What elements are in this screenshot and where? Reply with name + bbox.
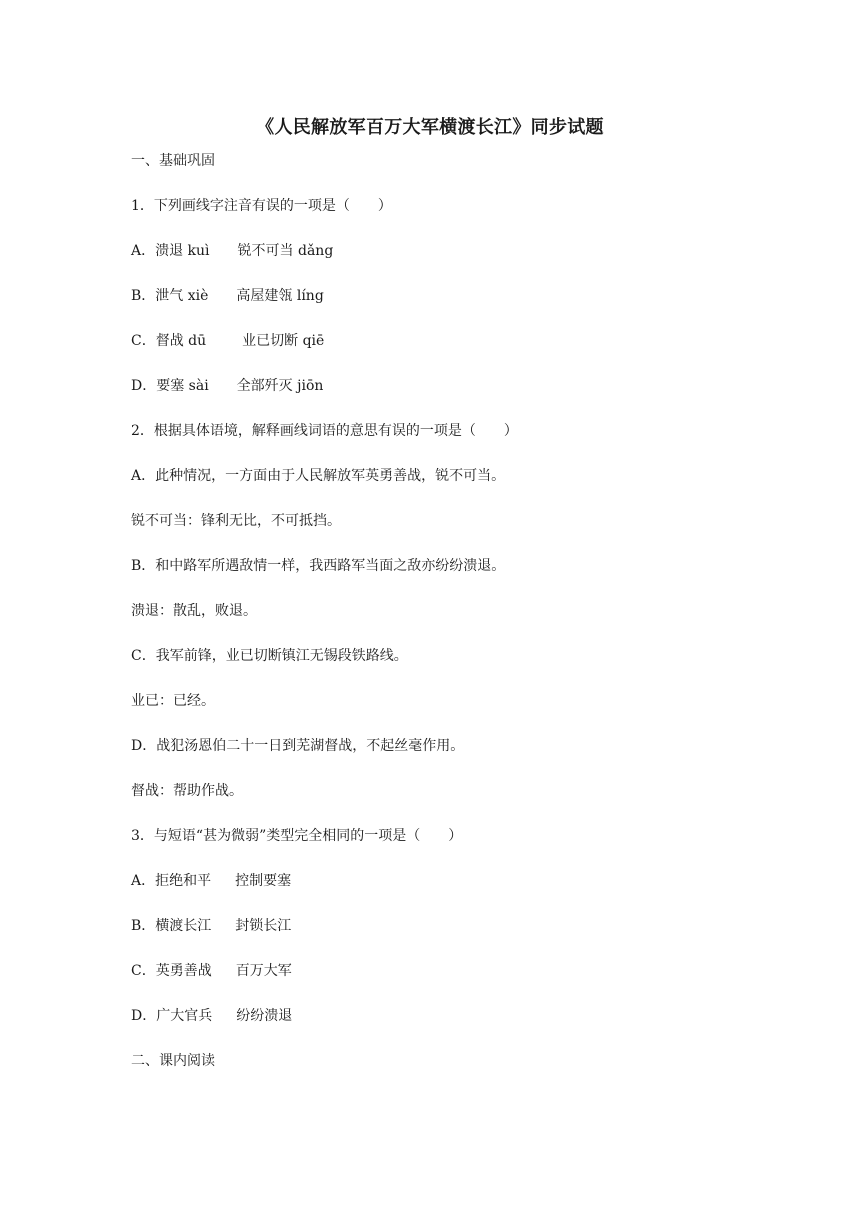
question-1-option-c <box>131 332 324 350</box>
question-2-definition-a: 锐不可当：锋利无比，不可抵挡。 <box>131 513 341 529</box>
question-3-option-b <box>131 917 291 935</box>
option-a-part-1: A．溃退 kuì <box>131 243 210 259</box>
question-2-definition-c: 业已：已经。 <box>131 693 215 709</box>
question-2-definition-d: 督战：帮助作战。 <box>131 783 243 799</box>
option-d-part-2: 全部歼灭 jiōn <box>236 378 324 394</box>
option-d-phrase-2: 纷纷溃退 <box>236 1008 293 1024</box>
option-b-part-1: B．泄气 xiè <box>131 288 209 304</box>
option-d-part-1: D．要塞 sài <box>131 378 209 394</box>
question-2-stem: 2．根据具体语境，解释画线词语的意思有误的一项是（ ） <box>131 423 518 439</box>
question-1-option-a <box>131 242 333 260</box>
question-1-option-b <box>131 287 324 305</box>
option-a-part-2: 锐不可当 dǎng <box>237 243 334 259</box>
question-2-option-a: A．此种情况，一方面由于人民解放军英勇善战，锐不可当。 <box>131 468 506 484</box>
question-3-stem: 3．与短语“甚为微弱”类型完全相同的一项是（ ） <box>131 828 463 844</box>
option-b-part-2: 高屋建瓴 líng <box>236 288 324 304</box>
option-b-phrase-1: B．横渡长江 <box>131 918 212 934</box>
question-1-stem: 1．下列画线字注音有误的一项是（ ） <box>131 198 392 214</box>
option-b-phrase-2: 封锁长江 <box>235 918 292 934</box>
question-1-option-d <box>131 377 323 395</box>
document-title: 《人民解放军百万大军横渡长江》同步试题 <box>256 117 604 138</box>
question-2-option-c: C．我军前锋，业已切断镇江无锡段铁路线。 <box>131 648 408 664</box>
question-3-option-d <box>131 1007 292 1025</box>
option-c-part-1: C．督战 dū <box>131 333 207 349</box>
option-a-phrase-2: 控制要塞 <box>235 873 292 889</box>
section-heading-basics: 一、基础巩固 <box>131 153 215 169</box>
question-3-option-a <box>131 872 291 890</box>
question-2-option-d: D．战犯汤恩伯二十一日到芜湖督战，不起丝毫作用。 <box>131 738 465 754</box>
question-2-option-b: B．和中路军所遇敌情一样，我西路军当面之敌亦纷纷溃退。 <box>131 558 506 574</box>
option-d-phrase-1: D．广大官兵 <box>131 1008 213 1024</box>
question-2-definition-b: 溃退：散乱，败退。 <box>131 603 257 619</box>
question-3-option-c <box>131 962 292 980</box>
option-c-part-2: 业已切断 qiē <box>242 333 325 349</box>
option-a-phrase-1: A．拒绝和平 <box>131 873 212 889</box>
section-heading-reading: 二、课内阅读 <box>131 1053 215 1069</box>
option-c-phrase-1: C．英勇善战 <box>131 963 212 979</box>
option-c-phrase-2: 百万大军 <box>235 963 292 979</box>
